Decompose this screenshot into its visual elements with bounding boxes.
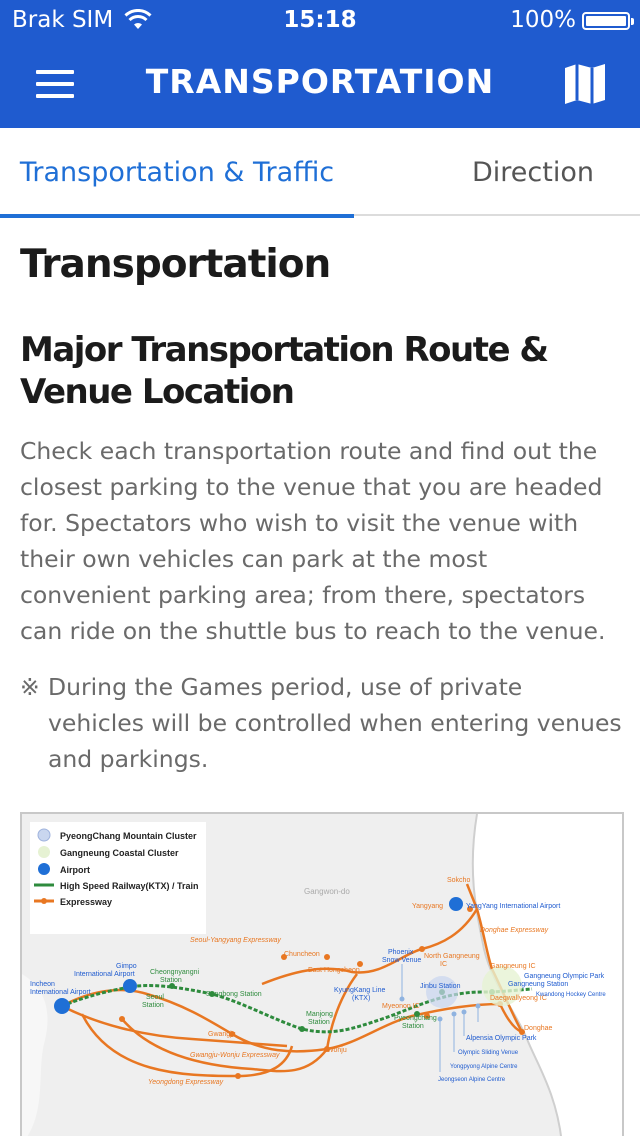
battery-percentage: 100%	[510, 7, 576, 33]
label-gwangju: Gwangju	[208, 1031, 236, 1038]
label-daegwallyeong-ic: Daegwallyeong IC	[490, 995, 547, 1002]
article-paragraph: Check each transportation route and find out the closest parking to the venue that you are headed for. Spectators who wish to visit the venue with their own vehicles can park at the most convenient parking area; from there, spectators can ride on the shuttle bus to reach to the venue.	[20, 437, 606, 645]
transportation-map[interactable]	[20, 812, 624, 1136]
legend-airport: Airport	[60, 865, 90, 875]
label-gimpo-1: Gimpo	[116, 963, 137, 970]
label-seoul-yangyang: Seoul-Yangyang Expressway	[190, 937, 281, 944]
label-yeongdong: Yeongdong Expressway	[148, 1079, 224, 1086]
label-seoul-2: Station	[142, 1002, 164, 1009]
label-cheongnyangni-2: Station	[160, 977, 182, 984]
article-title: Transportation	[20, 242, 331, 287]
label-jeongseon: Jeongseon Alpine Centre	[438, 1077, 506, 1083]
label-chuncheon: Chuncheon	[284, 951, 320, 958]
carrier-label: Brak SIM	[12, 7, 114, 33]
label-yangyang: Yangyang	[412, 903, 444, 910]
label-myeonon: Myeonon IC	[382, 1003, 420, 1010]
label-seoul-1: Seoul	[146, 994, 164, 1001]
label-yangyang-airport: YangYang International Airport	[466, 903, 561, 910]
label-phoenix-2: Snow Venue	[382, 957, 422, 964]
tab-direction[interactable]: Direction	[472, 156, 594, 188]
label-east-hongcheon: East Hongcheon	[308, 967, 360, 974]
clock: 15:18	[283, 7, 357, 33]
page-title: TRANSPORTATION	[145, 62, 495, 101]
notice-mark: ※	[20, 673, 40, 701]
map-graphic	[22, 814, 624, 1136]
label-pyeongchang-2: Station	[402, 1023, 424, 1030]
label-manjong-1: Manjong	[306, 1011, 333, 1018]
notice-text: During the Games period, use of private vehicles will be controlled when entering venues and parkings.	[48, 673, 622, 773]
label-gangneung-station: Gangneung Station	[508, 981, 569, 988]
label-kyungkang-1: KyungKang Line	[334, 987, 386, 994]
label-kwandong: Kwandong Hockey Centre	[536, 992, 606, 998]
legend-mountain: PyeongChang Mountain Cluster	[60, 831, 197, 841]
map-icon[interactable]	[562, 62, 608, 106]
label-incheon-1: Incheon	[30, 981, 55, 988]
legend-coastal: Gangneung Coastal Cluster	[60, 848, 179, 858]
label-north-gangneung: North Gangneung	[424, 953, 480, 960]
label-manjong-2: Station	[308, 1019, 330, 1026]
label-jinbu: Jinbu Station	[420, 983, 461, 990]
label-north-gangneung-ic: IC	[440, 961, 447, 968]
label-pyeongchang-1: Pyeongchang	[394, 1015, 437, 1022]
map-region-label: Gangwon-do	[304, 887, 350, 896]
tab-bar	[0, 128, 640, 216]
label-incheon-2: International Airport	[30, 989, 91, 996]
status-bar	[0, 0, 640, 40]
label-gangneung-olympic-park: Gangneung Olympic Park	[524, 973, 605, 980]
legend-expressway: Expressway	[60, 897, 113, 907]
label-wonju: Wonju	[327, 1047, 347, 1054]
tab-transportation-traffic[interactable]: Transportation & Traffic	[0, 128, 354, 216]
label-gwangju-wonju: Gwangju-Wonju Expressway	[190, 1052, 280, 1059]
label-sliding: Olympic Sliding Venue	[458, 1050, 519, 1056]
battery-icon	[582, 12, 630, 30]
article	[20, 216, 624, 777]
label-sangbong: Sangbong Station	[206, 991, 262, 998]
legend-railway: High Speed Railway(KTX) / Train	[60, 881, 199, 891]
label-gangneung-ic: Gangneung IC	[490, 963, 536, 970]
label-gimpo-2: International Airport	[74, 971, 135, 978]
app-header	[0, 40, 640, 128]
label-sokcho: Sokcho	[447, 877, 471, 884]
label-cheongnyangni-1: Cheongnyangni	[150, 969, 200, 976]
label-yongpyong: Yongpyong Alpine Centre	[450, 1064, 518, 1070]
label-phoenix-1: Phoenix	[388, 949, 414, 956]
article-subtitle: Major Transportation Route & Venue Location	[20, 330, 548, 412]
label-donghae-expressway: Donghae Expressway	[480, 927, 549, 934]
label-alpensia: Alpensia Olympic Park	[466, 1035, 537, 1042]
label-donghae: Donghae	[524, 1025, 553, 1032]
notice	[20, 669, 624, 777]
label-kyungkang-2: (KTX)	[352, 995, 371, 1002]
